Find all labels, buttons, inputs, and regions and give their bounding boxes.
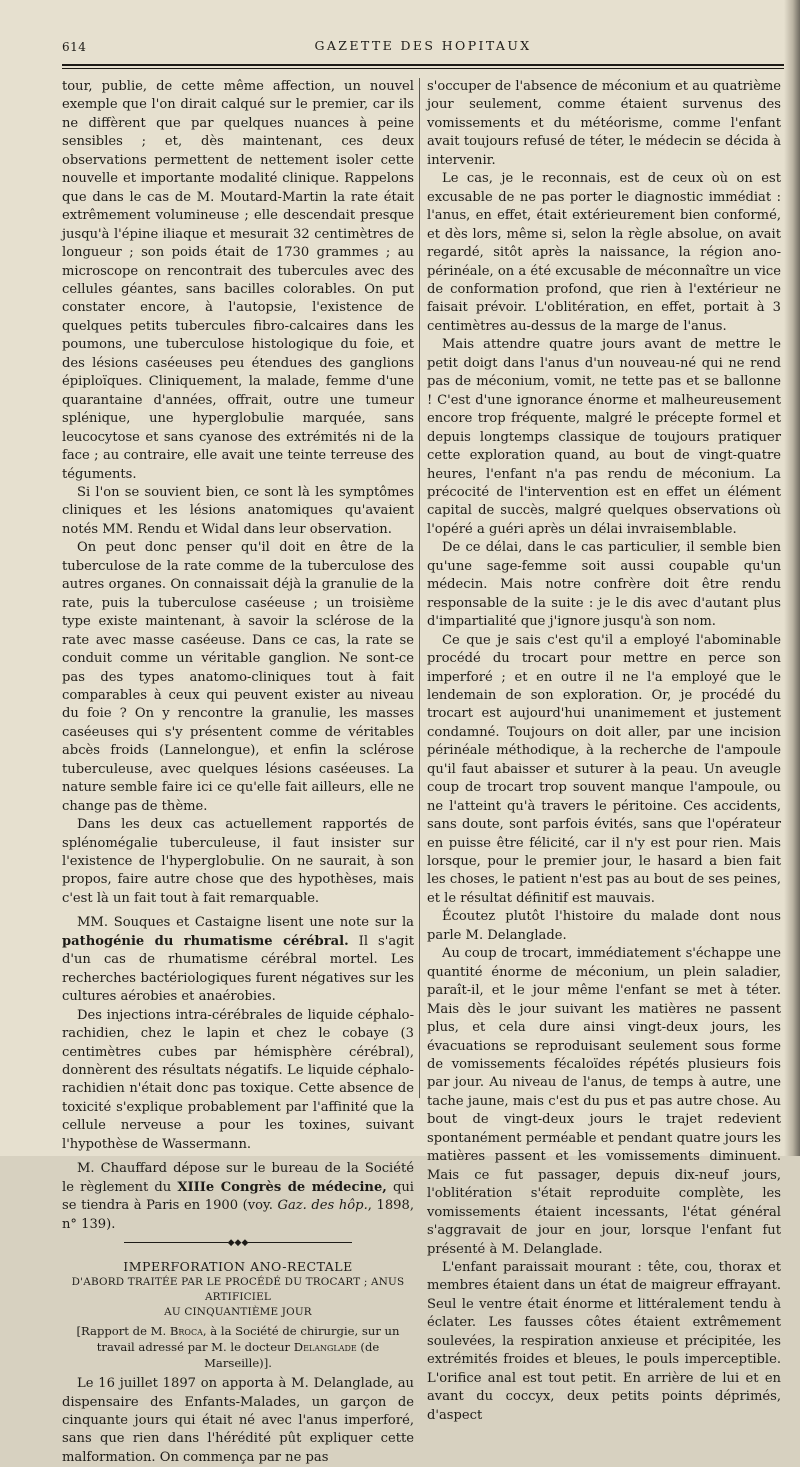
running-head [62,36,784,56]
page-edge-shadow [784,0,800,1156]
right-column [427,78,781,1425]
text-run: (de Marseille)]. [204,1340,380,1371]
section-note [62,1323,414,1371]
paragraph: On peut donc penser qu'il doit en être de la tuberculose de la rate comme de la tuberculose des autres organes. On connaissait déjà la granulie de la rate, puis la tuberculose caséeuse ; un troisième type existe maintenant, à savoir la sclérose de la rate avec masse caséeuse. Dans ce cas, la rate se conduit comme un véritable ganglion. Ne sont-ce pas des types anatomo-cliniques tout à fait comparables à ceux qui peuvent exister au niveau du foie ? On y rencontre la granulie, les masses caséeuses qui s'y présentent comme de véritables abcès froids (Lannelongue), et enfin la sclérose tuberculeuse, avec quelques lésions caséeuses. La nature semble faire ici ce qu'elle fait ailleurs, elle ne change pas de thème. [62,540,414,814]
paragraph: Mais attendre quatre jours avant de mettre le petit doigt dans l'anus d'un nouveau-né qui ne rend pas de méconium, vomit, ne tette pas et se ballonne ! C'est d'une ignorance énorme et malheureusement encore trop fréquente, malgré le précepte formel et depuis longtemps classique de toujours pratiquer cette exploration quand, au bout de vingt-quatre heures, l'enfant n'a pas rendu de méconium. La précocité de l'intervention est en effet un élément capital de succès, malgré quelques observations où l'opéré a guéri après un délai invraisemblable. [427,337,781,537]
journal-title: GAZETTE DES HOPITAUX [314,38,532,53]
paragraph: L'enfant paraissait mourant : tête, cou, thorax et membres étaient dans un état de maigreur effrayant. Seul le ventre était énorme et littéralement tendu à éclater. Les fausses côtes étaient extrêmement soulevées, la respiration anxieuse et précipitée, les extrémités froides et bleues, le pouls imperceptible. L'orifice anal est tout petit. En arrière de lui et en avant du coccyx, deux petits points déprimés, d'aspect [427,1260,781,1423]
paragraph [62,914,414,1006]
author-name: Delanglade [293,1340,357,1355]
left-column [62,78,414,1467]
paragraph: s'occuper de l'absence de méconium et au quatrième jour seulement, comme étaient survenus des vomissements et du météorisme, comme l'enfant avait toujours refusé de téter, le médecin se décida à intervenir. [427,79,781,168]
paragraph [62,1160,414,1234]
paragraph: Le cas, je le reconnais, est de ceux où on est excusable de ne pas porter le diagnostic immédiat : l'anus, en effet, était extérieurement bien conformé, et dès lors, même si, selon la règle absolue, on avait regardé, sitôt après la naissance, la région ano-périnéale, on a été excusable de méconnaître un vice de conformation profond, que rien à l'extérieur ne faisait prévoir. L'oblitération, en effet, portait à 3 centimètres au-dessus de la marge de l'anus. [427,171,781,334]
text-run: Il s'agit d'un cas de rhumatisme cérébral mortel. Les recherches bactériologiques furent négatives sur les cultures aérobies et anaérobies. [62,933,414,1005]
text-run: M. Chauffard dépose sur le bureau de la Société le règlement du [62,1161,414,1195]
paragraph: Le 16 juillet 1897 on apporta à M. Delanglade, au dispensaire des Enfants-Malades, un garçon de cinquante jours qui était né avec l'anus imperforé, sans que rien dans l'hérédité pût expliquer cette malformation. On commença par ne pas [62,1376,414,1465]
section-subtitle: D'ABORD TRAITÉE PAR LE PROCÉDÉ DU TROCART ; ANUS ARTIFICIEL [71,1276,405,1304]
text-run: , 1898, n° 139). [62,1198,414,1232]
paragraph: tour, publie, de cette même affection, un nouvel exemple que l'on dirait calqué sur le premier, car ils ne diffèrent que par quelques nuances à peine sensibles ; et, dès maintenant, ces deux observations permettent de nettement isoler cette nouvelle et importante modalité clinique. Rappelons que dans le cas de M. Moutard-Martin la rate était extrêmement volumineuse ; elle descendait presque jusqu'à l'épine iliaque et mesurait 32 centimètres de longueur ; son poids était de 1730 grammes ; au microscope on rencontrait des tubercules avec des cellules géantes, sans bacilles colorables. On put constater encore, à l'autopsie, l'existence de quelques petits tubercules fibro-calcaires dans les poumons, une tuberculose histologique du foie, et des lésions caséeuses peu étendues des ganglions épiploïques. Cliniquement, la malade, femme d'une quarantaine d'années, offrait, outre une tumeur splénique, une hyperglobulie marquée, sans leucocytose et sans cyanose des extrémités ni de la face ; au contraire, elle avait une teinte terreuse des téguments. [62,79,414,482]
italic-citation: Gaz. des hôp. [277,1198,368,1214]
page-number: 614 [62,40,87,54]
section-title: IMPERFORATION ANO-RECTALE [123,1259,353,1275]
author-name: Broca [169,1324,203,1339]
bold-topic: pathogénie du rhumatisme cérébral. [62,933,349,949]
paragraph: Écoutez plutôt l'histoire du malade dont nous parle M. Delanglade. [427,909,781,943]
column-divider [419,78,420,1098]
text-run: [Rapport de M. [76,1324,170,1339]
ornament-line [248,1242,352,1243]
paragraph: Si l'on se souvient bien, ce sont là les symptômes cliniques et les lésions anatomiques qu'avaient notés MM. Rendu et Widal dans leur observation. [62,484,414,537]
paragraph: Des injections intra-cérébrales de liquide céphalo-rachidien, chez le lapin et chez le cobaye (3 centimètres cubes par hémisphère cérébral), donnèrent des résultats négatifs. Le liquide céphalo-rachidien n'était donc pas toxique. Cette absence de toxicité s'explique probablement par l'affinité que la cellule nerveuse a pour les toxines, suivant l'hypothèse de Wassermann. [62,1007,414,1152]
paragraph: De ce délai, dans le cas particulier, il semble bien qu'une sage-femme soit aussi coupable qu'un médecin. Mais notre confrère doit être rendu responsable de la suite : je le dis avec d'autant plus d'impartialité que j'ignore jusqu'à son nom. [427,540,781,630]
paragraph: Ce que je sais c'est qu'il a employé l'abominable procédé du trocart pour mettre en perce son imperforé ; et en outre il ne l'a employé que le lendemain de son exploration. Or, je procédé du trocart est aujourd'hui unanimement et justement condamné. Toujours on doit aller, par une incision périnéale méthodique, à la recherche de l'ampoule qu'il faut abaisser et suturer à la peau. Un aveugle coup de trocart trop souvent manque l'ampoule, ou ne l'atteint qu'à travers le péritoine. Ces accidents, sans doute, sont parfois évités, sans que l'opérateur en puisse être félicité, car il n'y est pour rien. Mais lorsque, pour le premier jour, le hasard a bien fait les choses, le patient n'est pas au bout de ses peines, et le résultat définitif est mauvais. [427,632,781,906]
text-run: , à la Société de chirurgie, sur un travail adressé par M. le docteur [96,1324,400,1355]
section-ornament: ◆◆◆ [62,1238,414,1248]
header-rule-thin [62,68,784,69]
paragraph: Au coup de trocart, immédiatement s'échappe une quantité énorme de méconium, un plein saladier, paraît-il, et le jour même l'enfant se met à téter. Mais dès le jour suivant les matières ne passent plus, et cela dure ainsi vingt-deux jours, les évacuations se reproduisant seulement sous forme de vomissements fécaloïdes répétés plusieurs fois par jour. Au niveau de l'anus, de temps à autre, une tache jaune, mais c'est du pus et pas autre chose. Au bout de vingt-deux jours le trajet redevient spontanément perméable et pendant quatre jours les matières passent et les vomissements diminuent. Mais ce fut passager, depuis dix-neuf jours, l'oblitération s'était reproduite complète, les vomissements étaient incessants, l'état général s'aggravait de jour en jour, lorsque l'enfant fut présenté à M. Delanglade. [427,946,781,1257]
bold-topic: XIIIe Congrès de médecine, [177,1179,387,1195]
header-rule-thick [62,64,784,66]
paragraph: Dans les deux cas actuellement rapportés de splénomégalie tuberculeuse, il faut insister sur l'existence de l'hyperglobulie. On ne saurait, à son propos, faire autre chose que des hypothèses, mais c'est là un fait tout à fait remarquable. [62,817,414,906]
text-run: qui se tiendra à Paris en 1900 (voy. [62,1179,414,1214]
section-subtitle: AU CINQUANTIÈME JOUR [164,1306,312,1319]
text-run: MM. Souques et Castaigne lisent une note sur la [77,915,414,931]
ornament-line [124,1242,228,1243]
